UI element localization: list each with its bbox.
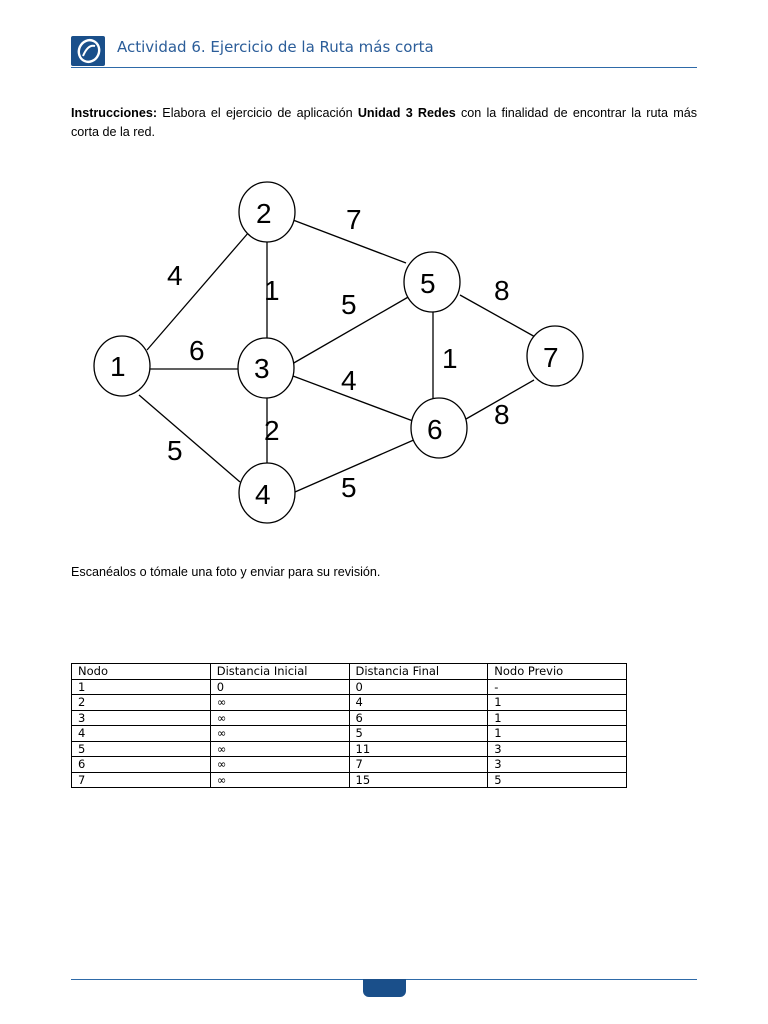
edge-weight-4-6: 5	[341, 472, 357, 503]
edge-weights	[167, 204, 510, 503]
cell-initial-distance: ∞	[210, 695, 349, 711]
cell-initial-distance: ∞	[210, 710, 349, 726]
edge-weight-5-6: 1	[442, 343, 458, 374]
cell-previous-node: 3	[488, 757, 627, 773]
cell-previous-node: -	[488, 679, 627, 695]
table-row	[72, 741, 627, 757]
cell-initial-distance: ∞	[210, 726, 349, 742]
column-header-previous-node: Nodo Previo	[488, 664, 627, 680]
node-5-label: 5	[420, 268, 436, 299]
cell-initial-distance: ∞	[210, 757, 349, 773]
cell-previous-node: 3	[488, 741, 627, 757]
cell-previous-node: 1	[488, 695, 627, 711]
table-row	[72, 757, 627, 773]
edge-1-4	[139, 395, 240, 482]
cell-final-distance: 15	[349, 772, 488, 788]
column-header-initial-distance: Distancia Inicial	[210, 664, 349, 680]
node-6-label: 6	[427, 414, 443, 445]
cell-final-distance: 4	[349, 695, 488, 711]
edge-weight-1-4: 5	[167, 435, 183, 466]
table-row	[72, 726, 627, 742]
unit-name: Unidad 3 Redes	[357, 106, 456, 120]
cell-final-distance: 5	[349, 726, 488, 742]
cell-node: 6	[72, 757, 211, 773]
cell-previous-node: 5	[488, 772, 627, 788]
cell-initial-distance: 0	[210, 679, 349, 695]
edge-weight-3-4: 2	[264, 415, 280, 446]
table-row	[72, 772, 627, 788]
cell-node: 7	[72, 772, 211, 788]
cell-node: 5	[72, 741, 211, 757]
edge-weight-6-7: 8	[494, 399, 510, 430]
edge-weight-2-3: 1	[264, 275, 280, 306]
page-title: Actividad 6. Ejercicio de la Ruta más corta	[117, 38, 434, 56]
shortest-path-table	[71, 663, 627, 788]
edge-weight-3-5: 5	[341, 289, 357, 320]
column-header-node: Nodo	[72, 664, 211, 680]
edge-weight-1-3: 6	[189, 335, 205, 366]
node-1-label: 1	[110, 351, 126, 382]
node-3-label: 3	[254, 353, 270, 384]
cell-initial-distance: ∞	[210, 741, 349, 757]
cell-node: 4	[72, 726, 211, 742]
edge-weight-1-2: 4	[167, 260, 183, 291]
cell-previous-node: 1	[488, 726, 627, 742]
cell-node: 2	[72, 695, 211, 711]
column-header-final-distance: Distancia Final	[349, 664, 488, 680]
edge-weight-3-6: 4	[341, 365, 357, 396]
footer-page-tab	[363, 979, 406, 997]
cell-previous-node: 1	[488, 710, 627, 726]
node-4-label: 4	[255, 479, 271, 510]
graph-nodes	[94, 182, 583, 523]
edge-weight-5-7: 8	[494, 275, 510, 306]
node-2-label: 2	[256, 198, 272, 229]
cell-node: 3	[72, 710, 211, 726]
cell-final-distance: 11	[349, 741, 488, 757]
table-row	[72, 695, 627, 711]
edge-1-2	[147, 232, 249, 350]
table-row	[72, 710, 627, 726]
cell-final-distance: 6	[349, 710, 488, 726]
edge-weight-2-5: 7	[346, 204, 362, 235]
submission-note: Escanéalos o tómale una foto y enviar para su revisión.	[71, 565, 381, 579]
table-row	[72, 679, 627, 695]
cell-final-distance: 0	[349, 679, 488, 695]
cell-initial-distance: ∞	[210, 772, 349, 788]
node-7-label: 7	[543, 342, 559, 373]
table-header-row	[72, 664, 627, 680]
cell-final-distance: 7	[349, 757, 488, 773]
instructions-text-after: con la finalidad de encontrar la ruta más corta de la red.	[71, 106, 697, 139]
instructions-label: Instrucciones:	[71, 106, 158, 120]
instructions-text-before: Elabora el ejercicio de aplicación	[157, 106, 358, 120]
cell-node: 1	[72, 679, 211, 695]
